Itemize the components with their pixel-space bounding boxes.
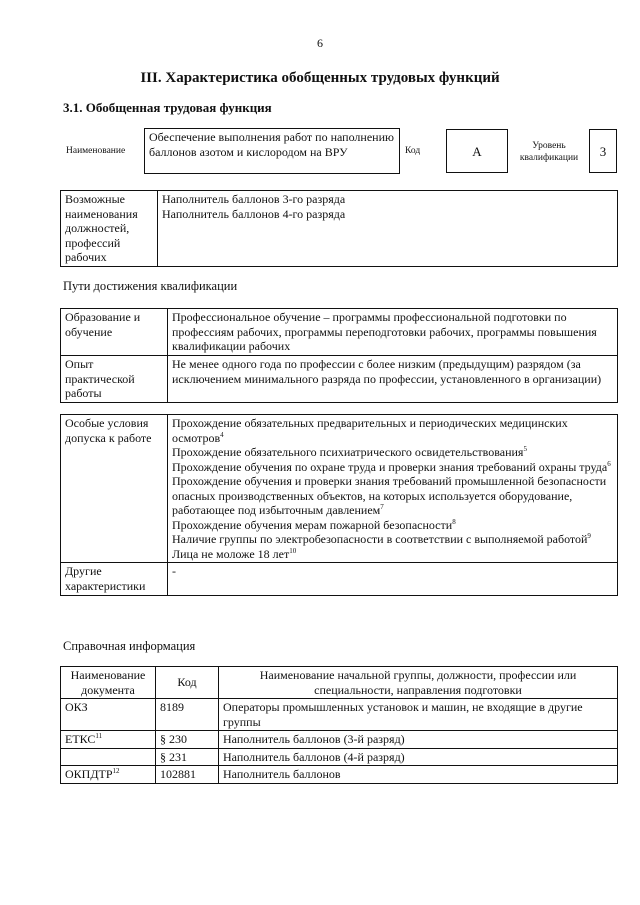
positions-list (158, 191, 618, 267)
qualification-table (60, 308, 618, 403)
level-value: 3 (589, 129, 617, 173)
admission-item: Лица не моложе 18 лет$^{10}$ (172, 546, 297, 561)
reference-table (60, 666, 618, 784)
admission-table (60, 414, 618, 596)
ref-doc: ЕТКС$^{11}$ (61, 731, 156, 749)
admission-item: Прохождение обязательных предварительных и периодических медицинских осмотров$^4$ (172, 416, 568, 445)
table-row (61, 766, 618, 784)
admission-item: Прохождение обучения и проверки знания требований промышленной безопасности опасных производственных объектов, на которых используется оборудование, работающее под избыточным давлением$^7$ (172, 474, 607, 517)
col-header-code: Код (156, 667, 219, 699)
positions-table (60, 190, 618, 267)
admission-item: Прохождение обучения мерам пожарной безопасности$^8$ (172, 517, 456, 532)
experience-value: Не менее одного года по профессии с более низким (предыдущим) разрядом (за исключением минимального разряда по профессии, установленного в организации) (168, 356, 618, 403)
ref-name: Наполнитель баллонов (3-й разряд) (219, 731, 618, 749)
education-value: Профессиональное обучение – программы профессиональной подготовки по профессиям рабочих, программы переподготовки рабочих, программы повышения квалификации рабочих (168, 309, 618, 356)
col-header-name: Наименование начальной группы, должности, профессии или специальности, направления подготовки (219, 667, 618, 699)
ref-code: 8189 (156, 699, 219, 731)
position-item: Наполнитель баллонов 4-го разряда (162, 206, 346, 221)
admission-list (168, 415, 618, 563)
ref-doc (61, 748, 156, 766)
page-number: 6 (317, 36, 323, 50)
admission-label: Особые условия допуска к работе (61, 415, 168, 563)
subsection-title: 3.1. Обобщенная трудовая функция (63, 100, 272, 115)
reference-heading: Справочная информация (63, 639, 196, 653)
other-value: - (168, 563, 618, 596)
qualification-heading: Пути достижения квалификации (63, 279, 238, 293)
code-label: Код (405, 146, 421, 156)
ref-name: Наполнитель баллонов (219, 766, 618, 784)
table-row (61, 731, 618, 749)
experience-label: Опыт практической работы (61, 356, 168, 403)
ref-code: § 230 (156, 731, 219, 749)
name-label: Наименование (66, 146, 126, 156)
admission-item: Наличие группы по электробезопасности в соответствии с выполняемой работой$^9$ (172, 532, 591, 546)
ref-doc: ОКПДТР$^{12}$ (61, 766, 156, 784)
name-value: Обеспечение выполнения работ по наполнению баллонов азотом и кислородом на ВРУ (144, 128, 400, 174)
ref-name: Наполнитель баллонов (4-й разряд) (219, 748, 618, 766)
admission-item: Прохождение обучения по охране труда и проверки знания требований охраны труда$^6$ (172, 459, 611, 474)
code-value: А (446, 129, 508, 173)
level-label: Уровень квалификации (519, 141, 579, 163)
education-label: Образование и обучение (61, 309, 168, 356)
other-label: Другие характеристики (61, 563, 168, 596)
position-item: Наполнитель баллонов 3-го разряда (162, 192, 346, 206)
positions-label: Возможные наименования должностей, профессий рабочих (61, 191, 158, 267)
col-header-document: Наименование документа (61, 667, 156, 699)
ref-doc: ОКЗ (61, 699, 156, 731)
ref-code: 102881 (156, 766, 219, 784)
ref-name: Операторы промышленных установок и машин, не входящие в другие группы (219, 699, 618, 731)
table-row (61, 699, 618, 731)
table-row (61, 748, 618, 766)
admission-item: Прохождение обязательного психиатрического освидетельствования$^5$ (172, 445, 527, 459)
section-title: III. Характеристика обобщенных трудовых функций (140, 70, 500, 86)
ref-code: § 231 (156, 748, 219, 766)
